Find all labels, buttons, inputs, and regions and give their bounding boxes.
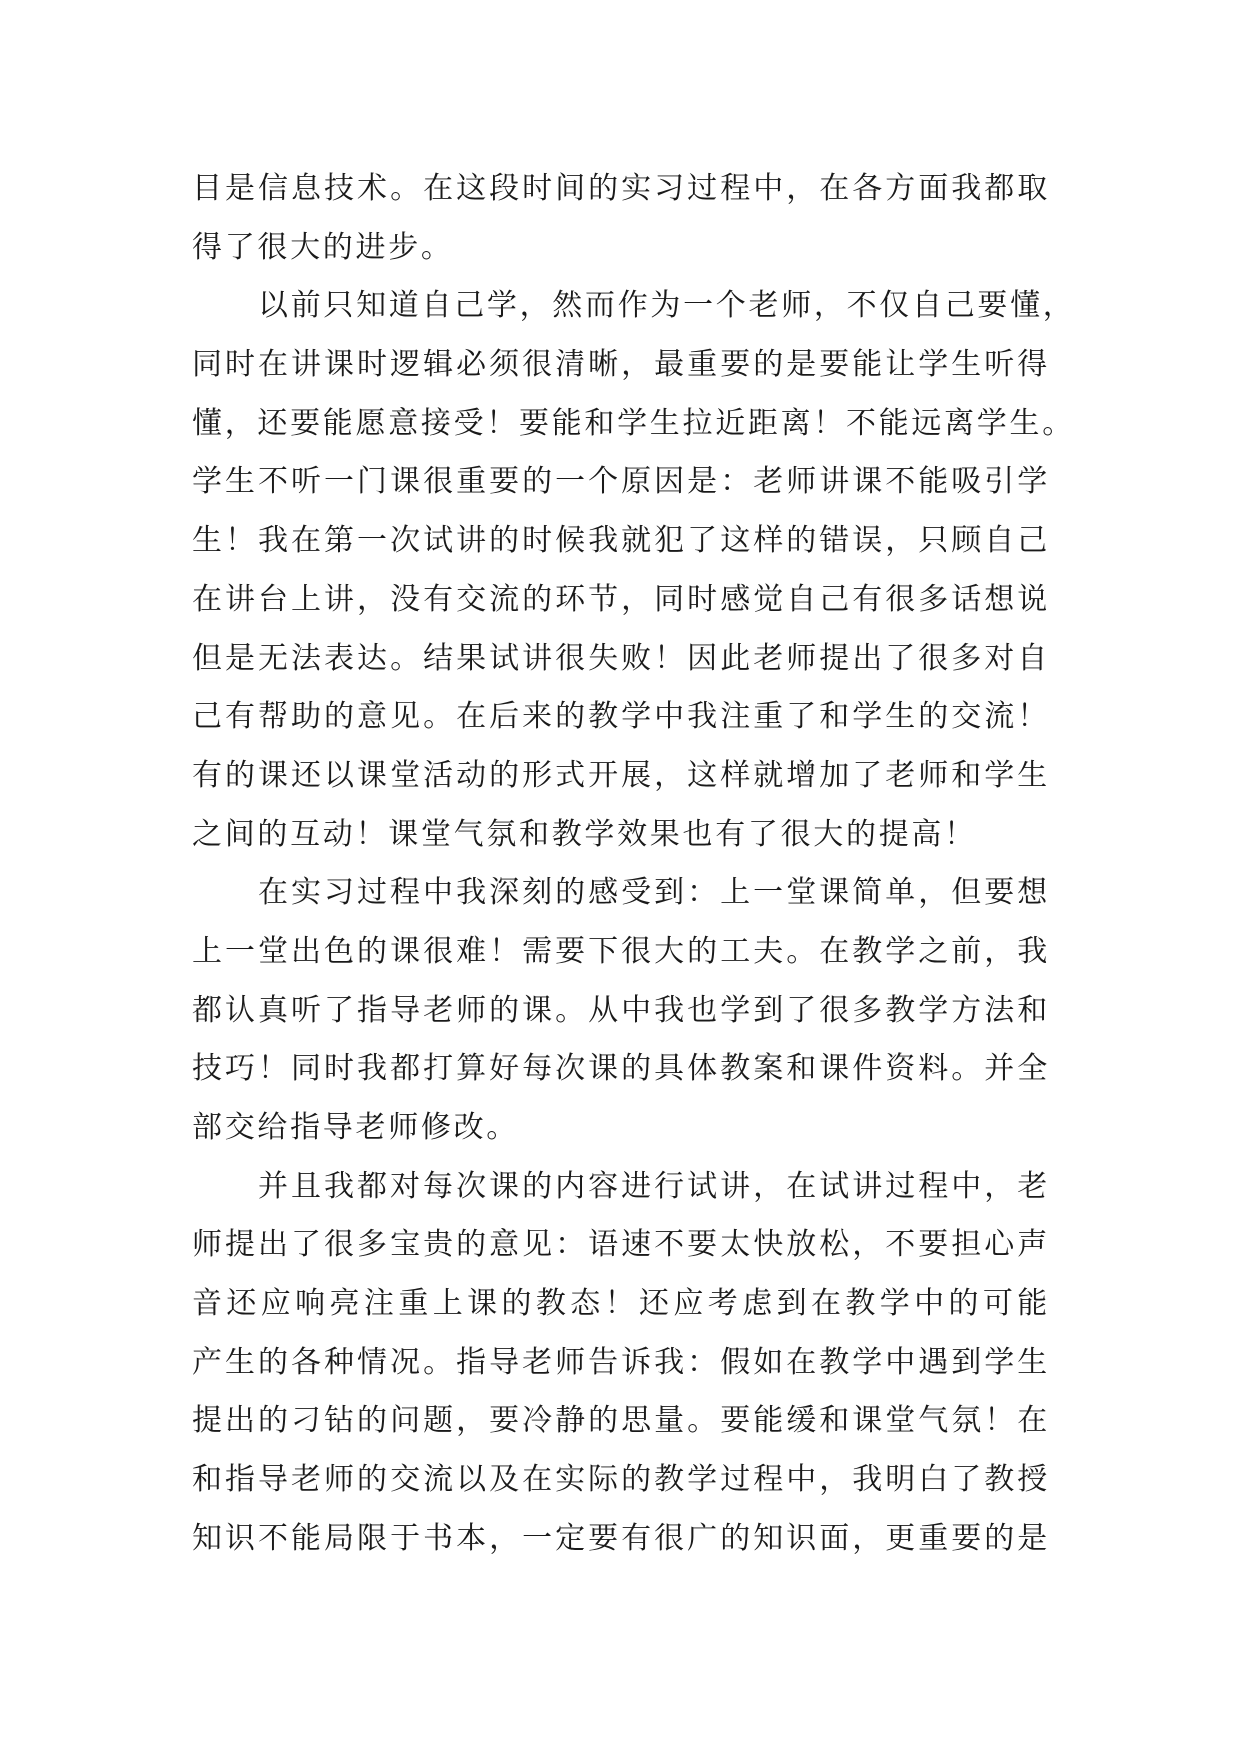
text-line: 技巧！同时我都打算好每次课的具体教案和课件资料。并全 — [192, 1051, 1050, 1087]
text-line: 同时在讲课时逻辑必须很清晰，最重要的是要能让学生听得 — [192, 347, 1050, 383]
text-line: 之间的互动！课堂气氛和教学效果也有了很大的提高！ — [192, 816, 977, 852]
text-line: 上一堂出色的课很难！需要下很大的工夫。在教学之前，我 — [192, 933, 1050, 969]
text-line: 目是信息技术。在这段时间的实习过程中，在各方面我都取 — [192, 171, 1050, 206]
text-line: 部交给指导老师修改。 — [192, 1110, 519, 1145]
text-line: 知识不能局限于书本，一定要有很广的知识面，更重要的是 — [192, 1520, 1050, 1556]
text-line: 提出的刁钻的问题，要冷静的思量。要能缓和课堂气氛！在 — [192, 1403, 1050, 1439]
text-line: 音还应响亮注重上课的教态！还应考虑到在教学中的可能 — [192, 1286, 1050, 1322]
text-line: 但是无法表达。结果试讲很失败！因此老师提出了很多对自 — [192, 640, 1050, 676]
text-line: 在实习过程中我深刻的感受到：上一堂课简单，但要想 — [258, 875, 1050, 911]
text-line: 产生的各种情况。指导老师告诉我：假如在教学中遇到学生 — [192, 1344, 1050, 1380]
text-line: 并且我都对每次课的内容进行试讲，在试讲过程中，老 — [258, 1168, 1050, 1204]
text-line: 得了很大的进步。 — [192, 229, 454, 265]
text-line: 都认真听了指导老师的课。从中我也学到了很多教学方法和 — [192, 992, 1050, 1028]
text-line: 以前只知道自己学，然而作为一个老师，不仅自己要懂， — [258, 288, 1076, 324]
text-line: 生！我在第一次试讲的时候我就犯了这样的错误，只顾自己 — [192, 523, 1050, 559]
text-line: 学生不听一门课很重要的一个原因是：老师讲课不能吸引学 — [192, 464, 1050, 500]
text-line: 师提出了很多宝贵的意见：语速不要太快放松，不要担心声 — [192, 1227, 1050, 1263]
document-page — [192, 160, 1076, 1569]
text-line: 在讲台上讲，没有交流的环节，同时感觉自己有很多话想说 — [192, 581, 1050, 617]
text-line: 懂，还要能愿意接受！要能和学生拉近距离！不能远离学生。 — [192, 405, 1075, 441]
text-line: 和指导老师的交流以及在实际的教学过程中，我明白了教授 — [192, 1462, 1050, 1498]
text-line: 己有帮助的意见。在后来的教学中我注重了和学生的交流！ — [192, 699, 1050, 735]
text-line: 有的课还以课堂活动的形式开展，这样就增加了老师和学生 — [192, 757, 1050, 793]
